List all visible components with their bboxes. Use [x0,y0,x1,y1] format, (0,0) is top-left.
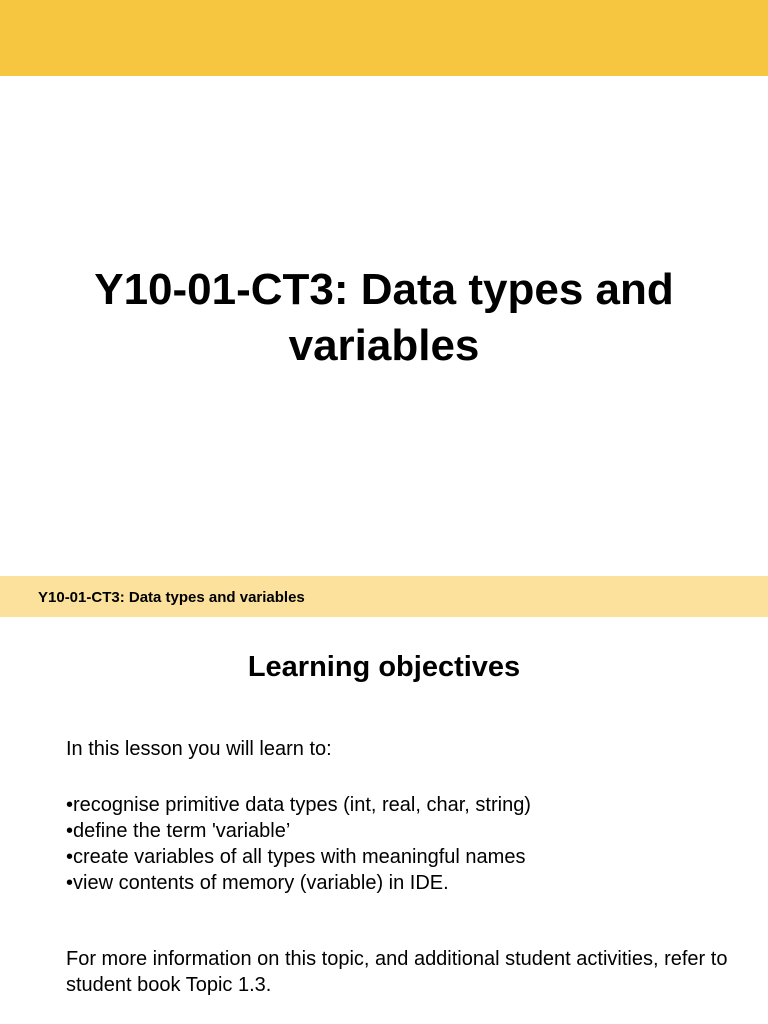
slide-header-title: Y10-01-CT3: Data types and variables [38,589,305,606]
objective-item: •recognise primitive data types (int, real, char, string) [66,794,531,816]
objective-item: •define the term 'variable’ [66,820,291,842]
lesson-intro-text: In this lesson you will learn to: [66,738,332,760]
further-info-note: For more information on this topic, and additional student activities, refer to student book Topic 1.3. [66,948,728,996]
objective-item: •create variables of all types with meaningful names [66,846,526,868]
title-slide-accent-bar [0,0,768,76]
learning-objectives-heading: Learning objectives [247,651,521,683]
objectives-list [66,792,531,896]
slide-title: Y10-01-CT3: Data types and variables [94,265,674,370]
slide-header-bar [0,576,768,617]
objective-item: •view contents of memory (variable) in IDE. [66,872,449,894]
